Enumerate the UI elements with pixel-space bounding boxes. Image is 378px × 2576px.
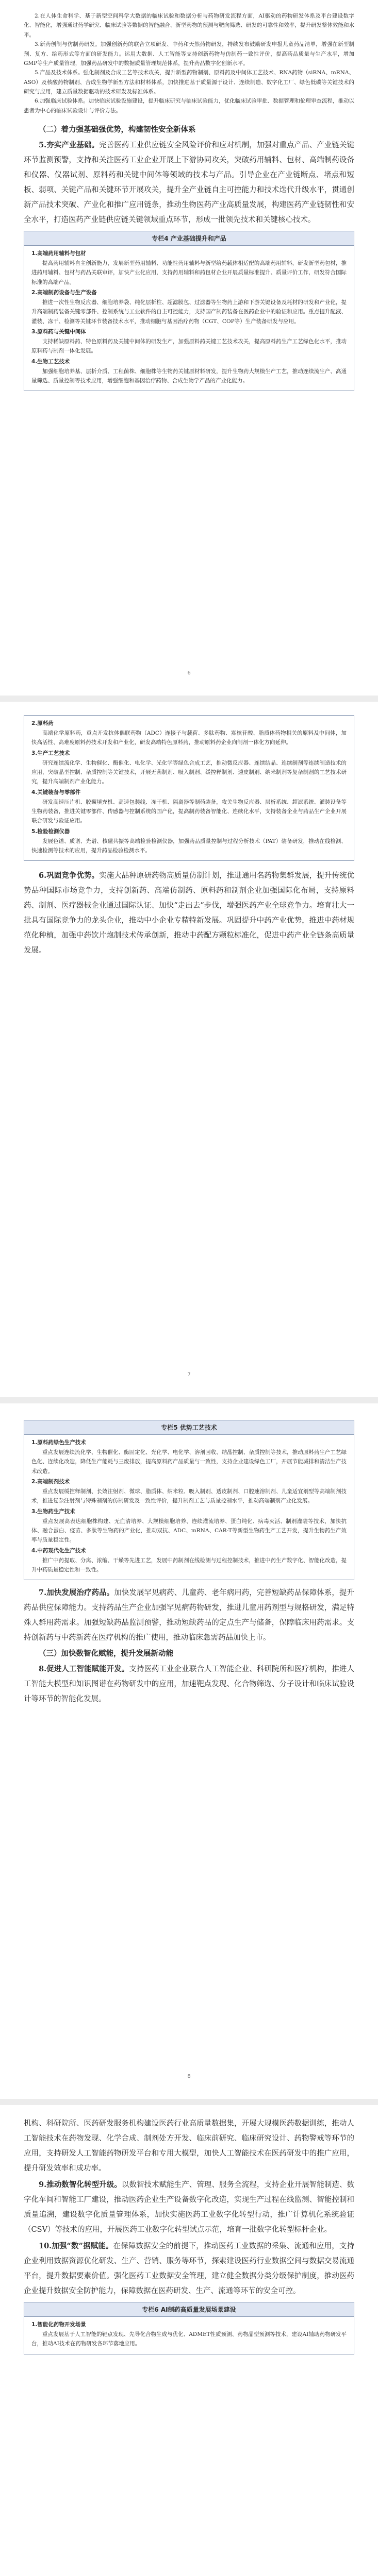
box-paragraph: 2.在人体生命科学、基于新型空间科学大数据的临床试验和数据分析与药物研发流程方面，AI驱动的药物研发体系及平台建设数字化、智能化，增强通过药学研究、临床试验等数据的智能融合、新型药物的预测与靶向筛选、研发的可靠性和效率，提升研发整体效能和水平。 xyxy=(24,13,354,38)
box-item-heading: 1.智能化药物开发场景 xyxy=(31,2321,86,2328)
box-item-heading: 4.关键装备与零部件 xyxy=(31,789,81,795)
section-heading: （二）着力强基础强优势，构建韧性安全新体系 xyxy=(39,126,196,134)
box-item-heading: 2.高端制药设备与生产设备 xyxy=(31,290,97,296)
box-paragraph: 5.产品及技术体系。强化制剂及合成工艺等技术攻关，提升新型药物制剂、原料药及中间体工艺技术、RNA药物（siRNA、mRNA、ASO）及核酸药物制剂、合成生物学新型方法和材料体系，加快推进基于质量源于设计、连续制造、数字化工厂、绿色低碳等关键技术的研究与应用，建立质量数据驱动的技术研发及标准体系。 xyxy=(24,70,354,95)
box-item-heading: 4.中药现代化生产技术 xyxy=(31,1547,86,1554)
document-page xyxy=(0,0,378,696)
box-item-text: 加强细胞培养基、层析介质、工程菌株、细胞株等生物药关键原材料研发，提升生物药大规模生产工艺，推动连续流生产、高通量筛选、质量控制等技术应用，增强细胞和基因治疗药物、合成生物学产品的产业化能力。 xyxy=(31,368,347,384)
body-paragraph xyxy=(24,868,354,958)
paragraph-text: 实施大品种原研药物高质量仿制计划，推进通用名药物集群发展，提升传统优势品种国际市场竞争力，支持创新药、高端仿制药、原料药和制剂企业加强国际化布局，支持原料药、制剂、医疗器械企业通过国际认证、加快“走出去”步伐，增强医药产业全球竞争力。培育壮大一批具有国际竞争力的龙头企业，推动中小企业专精特新发展。巩固提升中药产业优势，推进中药材规范化种植，加强中药饮片炮制技术传承创新，推动中药配方颗粒标准化，促进中药产业全链条高质量发展。 xyxy=(24,872,355,955)
box-item-heading: 1.原料药绿色生产技术 xyxy=(31,1439,86,1446)
section-heading: （三）加快数智化赋能，提升发展新动能 xyxy=(39,1650,173,1658)
box-item-text: 重点发展基于人工智能的靶点发现、先导化合物生成与优化、ADMET性质预测、药物晶型预测等技术，建设AI辅助药物研发平台，推动AI技术在药物研发各环节落地应用。 xyxy=(31,2331,347,2347)
box-item-heading: 4.生物工艺技术 xyxy=(31,358,70,365)
paragraph-lead: 10.加强“数”据赋能。 xyxy=(39,2242,113,2250)
page-gap xyxy=(0,2099,378,2105)
box-title: 专栏6 AI制药高质量发展场景建设 xyxy=(24,2302,354,2317)
paragraph-lead: 8.促进人工智能赋能开发。 xyxy=(39,1665,129,1674)
feature-box xyxy=(24,1420,354,1580)
box-item-text: 支持稀缺原料药、特色原料药及关键中间体的研发生产，加强原料药关键工艺技术攻关，提高原料药生产工艺绿色化水平，推动原料药与制剂一体化发展。 xyxy=(31,338,347,354)
box-paragraph: 3.新药创制与仿制药研发。加强创新药的联合立项研发、中药和天然药物研发，持续发布鼓励研发申报儿童药品清单，增强在新型制剂、复方、给药形式等方面的研发能力。运用大数据、人工智能等支持创新药物与仿制药一致性评价，提高药品质量与生产水平，增加GMP等生产质量管理，加强药品研发中的数据质量管理规范体系，提升药品数字化创新水平。 xyxy=(24,41,354,66)
box-title: 专栏4 产业基础提升和产品 xyxy=(24,231,354,246)
box-item-text: 发展色谱、质谱、光谱、核磁共振等高端检验检测仪器，加强药品质量控制与过程分析技术（PAT）装备研发，推动在线检测、快速检测等技术的应用，提升药品检验检测水平。 xyxy=(31,838,347,854)
box-item-heading: 1.高端药用辅料与包材 xyxy=(31,250,86,257)
box-item-text: 重点发展连续流化学、生物催化、酶固定化、光化学、电化学、溶剂回收、结晶控制、杂质控制等技术，推动原料药生产工艺绿色化、连续化改造，降低生产能耗与三废排放，提高原料药产品质量与一致性，支持企业建设绿色工厂，开展节能减排和清洁生产技术改造。 xyxy=(31,1449,347,1475)
box-item-heading: 2.高端制剂技术 xyxy=(31,1479,70,1485)
page-number: 7 xyxy=(187,1372,191,1378)
box-item-text: 高端化学原料药，重点开发抗体偶联药物（ADC）连接子与载荷、多肽药物、寡核苷酸、脂质体药物相关的原料及中间体，加快高活性、高难度原料药技术开发和产业化，研发高端特色原料药，推动原料药企业向制剂一体化方向延伸。 xyxy=(31,730,347,746)
top-box-continuation xyxy=(24,11,354,115)
paragraph-lead: 5.夯实产业基础。 xyxy=(39,141,100,150)
box-item-text: 提高药用辅料自主创新能力，发展新型药用辅料、功能性药用辅料与新型给药载体相适配的高端药用辅料，研发新型药包材，推进药用辅料、包材与药品关联审评，加快产业化应用，支持药用辅料和药包材企业开展质量标准提升、质量评价工作，研发符合国际标准的高端产品。 xyxy=(31,260,347,285)
body-paragraph xyxy=(24,2239,354,2299)
paragraph-lead: 9.推动数智化转型升级。 xyxy=(39,2180,122,2189)
box-item-text: 研究连续流化学、生物催化、酶催化、电化学、光化学等绿色合成工艺，推动微反应器、连续结晶、连续制剂等连续制造技术的应用，突破晶型控制、杂质控制等关键技术，开展无菌制剂、吸入制剂、缓控释制剂、透皮制剂、纳米制剂等复杂制剂的工艺技术研究，提升高端制剂产业化能力。 xyxy=(31,759,347,785)
box-item-text: 研发高速压片机、胶囊填充机、高速包装线、冻干机、隔离器等制药装备，攻关生物反应器、层析系统、超滤系统、灌装设备等生物药装备，推进关键零部件、传感器与控制系统的国产化，提高制药装备智能化、连续化水平，支持装备企业与药品生产企业开展联合研发与验证应用。 xyxy=(31,799,347,824)
paragraph-text: 加快发展罕见病药、儿童药、老年病用药，完善短缺药品保障体系，提升药品供应保障能力。支持药品生产企业加强罕见病药物研发，推进儿童用药剂型与规格研发，满足特殊人群用药需求。加强短缺药品监测预警，推动短缺药品的定点生产与储备，保障临床用药需求。支持创新药与中药新药在医疗机构的推广使用，推动临床急需药品加快上市。 xyxy=(24,1589,354,1642)
page-number: 6 xyxy=(187,670,191,676)
paragraph-text: 在保障数据安全的前提下，推动医药工业数据的采集、流通和应用，支持企业利用数据资源优化研发、生产、营销、服务等环节，探索建设医药行业数据空间与数据交易流通平台，提升数据要素价值。强化医药工业数据安全管理，建立健全数据分类分级保护制度，推动医药企业提升数据安全防护能力，保障数据在医药研发、生产、流通等环节的安全可控。 xyxy=(24,2242,354,2295)
feature-box xyxy=(24,2302,354,2354)
paragraph-lead: 7.加快发展治疗药品。 xyxy=(39,1588,114,1598)
box-item-text: 推广中药提取、分离、浓缩、干燥等先进工艺，发展中药制剂在线检测与过程控制技术，推进中药生产数字化、智能化改造，提升中药质量稳定性和一致性。 xyxy=(31,1557,347,1573)
page-gap xyxy=(0,1397,378,1403)
box-paragraph: 6.加强临床试验体系。加快临床试验设施建设，提升临床研究与临床试验能力，优化临床试验审批、数据管理和伦理审查流程，推动以患者为中心的临床试验设计与评价方法。 xyxy=(24,98,354,114)
document-page xyxy=(0,1403,378,2099)
paragraph-text: 支持医药工业企业联合人工智能企业、科研院所和医疗机构，推进人工智能大模型和知识图谱在药物研发中的应用，加速靶点发现、化合物筛选、分子设计和临床试验设计等环节的智能化发展。 xyxy=(24,1665,354,1704)
body-paragraph xyxy=(24,2177,354,2238)
box-item-heading: 3.生物药生产技术 xyxy=(31,1508,75,1515)
body-paragraph: 机构、科研院所、医药研发服务机构建设医药行业高质量数据集，开展大规模医药数据训练，推动人工智能技术在药物发现、化学合成、制剂处方开发、临床前研究、临床研究设计、药物警戒等环节的应用，支持研发人工智能药物研发平台和专用大模型，加快人工智能技术在医药研发中的推广应用，提升研发效率和成功率。 xyxy=(24,2120,354,2173)
page-gap xyxy=(0,696,378,702)
box-item-heading: 2.原料药 xyxy=(31,720,54,726)
body-paragraph xyxy=(24,1662,354,1707)
box-item-heading: 5.检验检测仪器 xyxy=(31,828,70,835)
paragraph-text: 完善医药工业供应链安全风险评价和应对机制，加强对重点产品、产业链关键环节监测预警，支持和关注医药工业企业开展上下游协同攻关，突破药用辅料、包材、高端制药设备和仪器、仪器试剂、原料药和关键中间体等领域的技术与产品。引导企业在产业链断点、堵点和短板、弱项、关键产品和关键环节开展攻关，提升全产业链自主可控能力和技术迭代升级水平，贯通创新产品技术突破、产业化和推广应用链条，推动生物医药产业高质量发展，构建医药产业链韧性和安全水平，打造医药产业链供应链关键领域重点环节，形成一批领先技术和关键核心技术。 xyxy=(24,141,355,225)
box-item-heading: 3.生产工艺技术 xyxy=(31,750,70,756)
document-page xyxy=(0,2105,378,2576)
document-page xyxy=(0,702,378,1397)
paragraph-lead: 6.巩固竞争优势。 xyxy=(39,871,100,880)
feature-box-continued xyxy=(24,715,354,861)
box-item-text: 重点发展缓控释制剂、长效注射剂、微球、脂质体、纳米粒、吸入制剂、透皮制剂、口腔速溶制剂、儿童适宜剂型等高端制剂技术，推进复杂注射剂与特殊制剂的仿制研发及一致性评价，提升制剂工艺与质量控制水平，推动高端制剂产业化发展。 xyxy=(31,1488,347,1504)
page-number: 8 xyxy=(187,2074,191,2079)
box-item-text: 重点发展高表达细胞株构建、无血清培养、大规模细胞培养、连续灌流培养、蛋白纯化、病毒灭活、制剂灌装等技术，加快抗体、融合蛋白、疫苗、多肽等生物药的产业化，推动双抗、ADC、mRNA、CAR-T等新型生物药生产工艺开发，提升生物药生产效率与质量稳定性。 xyxy=(31,1518,347,1544)
paragraph-text: 以数智技术赋能生产、管理、服务全流程，支持企业开展智能制造、数字化车间和智能工厂建设，推动医药企业生产设备数字化改造，实现生产过程在线监测、智能控制和质量追溯，建设数字化质量管理体系，加快实施医药工业数字化转型行动，推广计算机化系统验证（CSV）等技术的应用，开展医药工业数字化转型试点示范，培育一批数字化转型标杆企业。 xyxy=(24,2181,355,2234)
feature-box xyxy=(24,231,354,391)
box-item-text: 推进一次性生物反应器、细胞培养袋、纯化层析柱、超滤膜包、过滤器等生物药上游和下游关键设备及耗材的研发和产业化，提升高端制药装备关键零部件、控制系统与工业软件的自主可控能力，支持国产制药装备在医药企业中的验证和应用。重点提升配液、灌装、冻干、检测等关键环节装备技术水平，推动细胞与基因治疗药物（CGT、COP等）生产装备研发与应用。 xyxy=(31,299,347,325)
body-paragraph xyxy=(24,138,354,228)
body-paragraph xyxy=(24,1585,354,1646)
box-title: 专栏5 优势工艺技术 xyxy=(24,1420,354,1435)
box-item-heading: 3.原料药与关键中间体 xyxy=(31,329,86,335)
